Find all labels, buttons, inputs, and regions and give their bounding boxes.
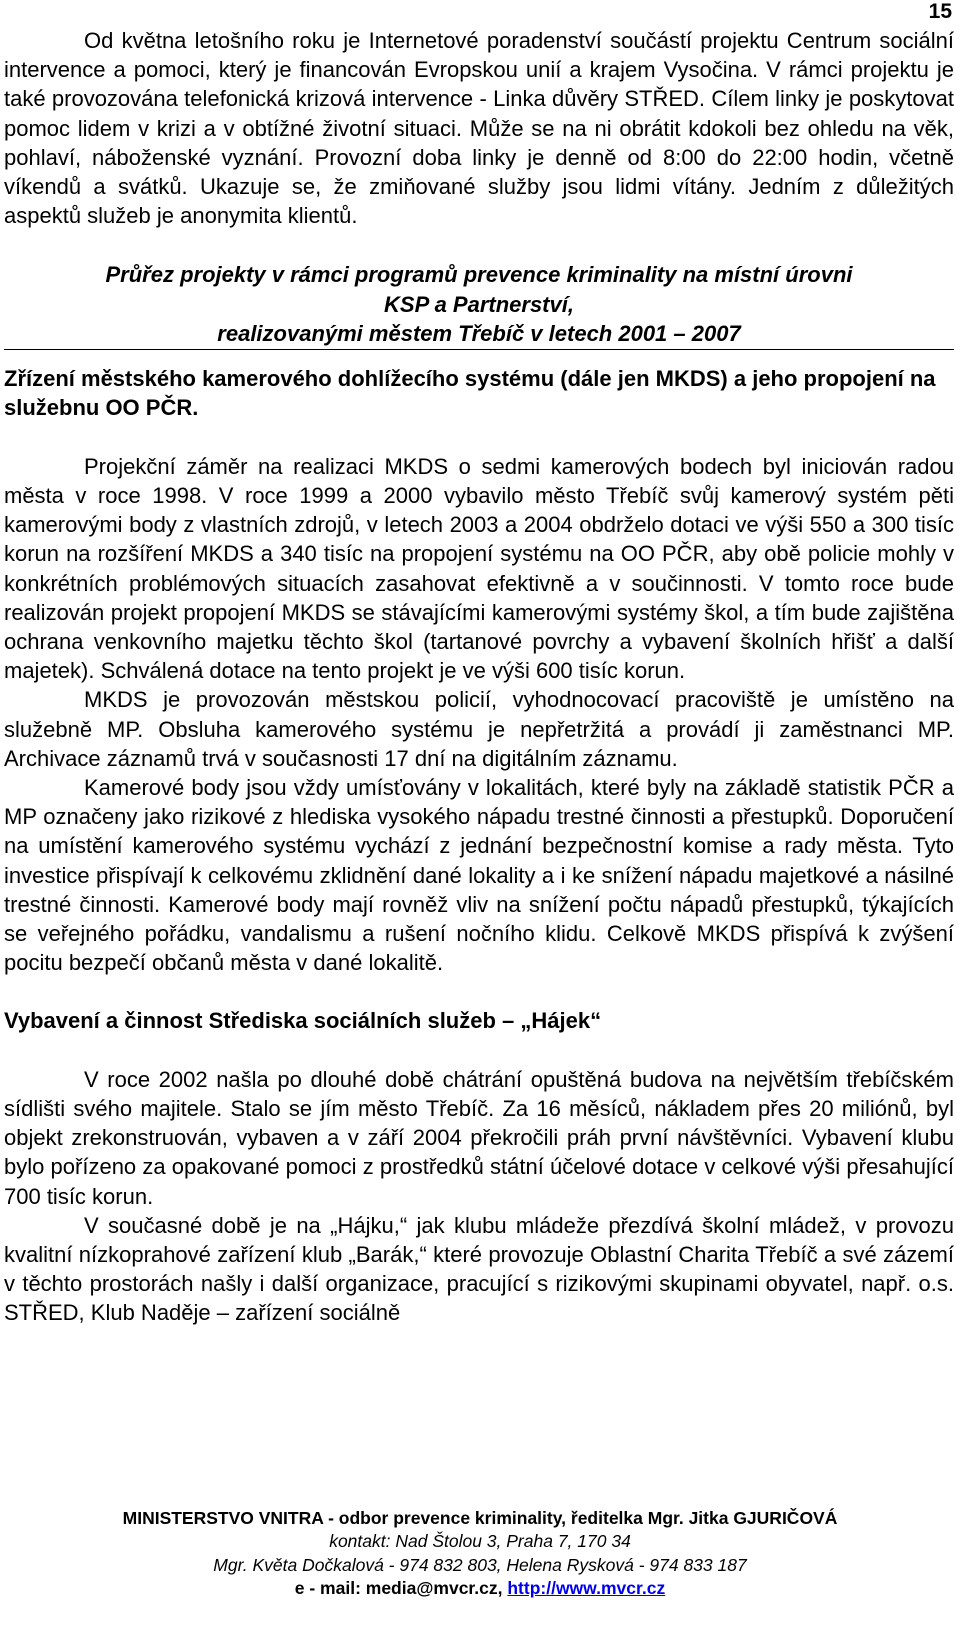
intro-paragraph: Od května letošního roku je Internetové poradenství součástí projektu Centrum sociální intervence a pomoci, který je financován Evropskou unií a krajem Vysočina. V rámci projektu je také provozována telefonická krizová intervence - Linka důvěry STŘED. Cílem linky je poskytovat pomoc lidem v krizi a v obtížné životní situaci. Může se na ni obrátit kdokoli bez ohledu na věk, pohlaví, náboženské vyznání. Provozní doba linky je denně od 8:00 do 22:00 hodin, včetně víkendů a svátků. Ukazuje se, že zmiňované služby jsou lidmi vítány. Jedním z důležitých aspektů služeb je anonymita klientů. (4, 28, 954, 229)
section-title-line2: KSP a Partnerství, (384, 291, 574, 317)
footer-website-link[interactable]: http://www.mvcr.cz (507, 1577, 666, 1598)
page-number: 15 (928, 0, 952, 23)
hajek-paragraph-1: V roce 2002 našla po dlouhé době chátrání opuštěná budova na největším třebíčském sídlišti svého majitele. Stalo se jím město Třebíč. Za 16 měsíců, nákladem přes 20 miliónů, byl objekt zrekonstruován, vybaven a v září 2004 překročili práh první návštěvníci. Vybavení klubu bylo pořízeno za opakované pomoci z prostředků státní účelové dotace v celkové výši přesahující 700 tisíc korun. (4, 1066, 954, 1209)
mkds-paragraph-3: Kamerové body jsou vždy umísťovány v lokalitách, které byly na základě statistik PČR a MP označeny jako rizikové z hlediska vysokého nápadu trestné činnosti a přestupků. Doporučení na umístění kamerového systému vychází z jednání bezpečnostní komise a rady města. Tyto investice přispívají k celkovému zklidnění dané lokality a i ke snížení nápadu majetkové a násilné trestné činnosti. Kamerové body mají rovněž vliv na snížení počtu nápadů přestupků, týkajících se veřejného pořádku, vandalismu a rušení nočního klidu. Celkově MKDS přispívá k zvýšení pocitu bezpečí občanů města v dané lokalitě. (4, 774, 954, 976)
hajek-paragraph-2: V současné době je na „Hájku,“ jak klubu mládeže přezdívá školní mládež, v provozu kvalitní nízkoprahové zařízení klub „Barák,“ které provozuje Oblastní Charita Třebíč a své zázemí v těchto prostorách našly i další organizace, pracující s rizikovými skupinami obyvatel, např. o.s. STŘED, Klub Naděje – zařízení sociálně (4, 1212, 954, 1326)
footer-email: e - mail: media@mvcr.cz, (294, 1577, 503, 1598)
page-content (4, 26, 954, 1328)
section-title (4, 260, 954, 350)
footer-persons: Mgr. Květa Dočkalová - 974 832 803, Helena Rysková - 974 833 187 (213, 1554, 747, 1575)
hajek-heading: Vybavení a činnost Střediska sociálních služeb – „Hájek“ (4, 1008, 602, 1034)
footer-email-line (0, 1577, 960, 1600)
mkds-heading: Zřízení městského kamerového dohlížecího systému (dále jen MKDS) a jeho propojení na služebnu OO PČR. (4, 365, 936, 421)
section-title-line3: realizovanými městem Třebíč v letech 2001 – 2007 (217, 321, 741, 347)
title-divider (4, 349, 954, 350)
mkds-paragraph-2: MKDS je provozován městskou policií, vyhodnocovací pracoviště je umístěno na služebně MP. Obsluha kamerového systému je nepřetržitá a provádí ji zaměstnanci MP. Archivace záznamů trvá v současnosti 17 dní na digitálním záznamu. (4, 687, 954, 771)
footer-ministry: MINISTERSTVO VNITRA - odbor prevence kriminality, ředitelka Mgr. Jitka GJURIČOVÁ (122, 1508, 838, 1528)
footer-contact: kontakt: Nad Štolou 3, Praha 7, 170 34 (329, 1531, 631, 1552)
page-footer (0, 1507, 960, 1600)
section-title-line1: Průřez projekty v rámci programů prevence kriminality na místní úrovni (105, 262, 853, 288)
mkds-paragraph-1: Projekční záměr na realizaci MKDS o sedmi kamerových bodech byl iniciován radou města v roce 1998. V roce 1999 a 2000 vybavilo město Třebíč svůj kamerový systém pěti kamerovými body z vlastních zdrojů, v letech 2003 a 2004 obdrželo dotaci ve výši 550 a 300 tisíc korun na rozšíření MKDS a 340 tisíc na propojení systému na OO PČR, aby obě policie mohly v konkrétních problémových situacích zasahovat efektivně a v součinnosti. V tomto roce bude realizován projekt propojení MKDS se stávajícími kamerovými systémy škol, a tím bude zajištěna ochrana venkovního majetku těchto škol (tartanové povrchy a vybavení školních hřišť a další majetek). Schválená dotace na tento projekt je ve výši 600 tisíc korun. (4, 453, 954, 684)
